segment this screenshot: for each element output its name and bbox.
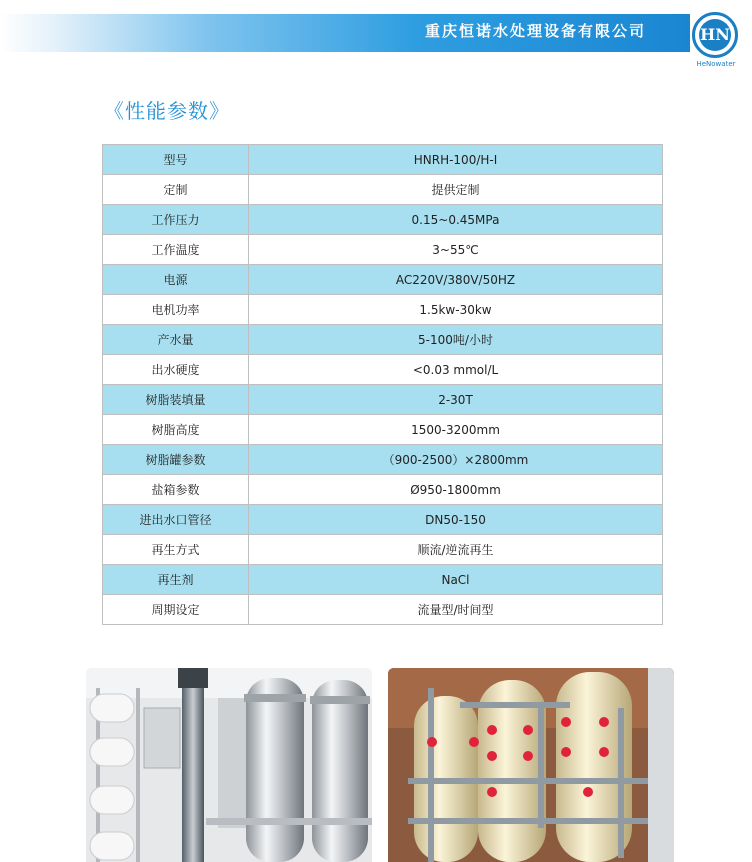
spec-value: HNRH-100/H-Ⅰ bbox=[249, 145, 663, 175]
spec-value: AC220V/380V/50HZ bbox=[249, 265, 663, 295]
company-logo bbox=[692, 12, 738, 58]
table-row bbox=[103, 475, 663, 505]
table-row bbox=[103, 205, 663, 235]
spec-value: 提供定制 bbox=[249, 175, 663, 205]
spec-value: 5-100吨/小时 bbox=[249, 325, 663, 355]
spec-key: 工作温度 bbox=[103, 235, 249, 265]
table-row bbox=[103, 385, 663, 415]
logo-mark: HN bbox=[699, 19, 731, 51]
spec-value: Ø950-1800mm bbox=[249, 475, 663, 505]
spec-key: 型号 bbox=[103, 145, 249, 175]
table-row bbox=[103, 295, 663, 325]
table-row bbox=[103, 355, 663, 385]
spec-key: 再生剂 bbox=[103, 565, 249, 595]
table-row bbox=[103, 415, 663, 445]
spec-key: 盐箱参数 bbox=[103, 475, 249, 505]
spec-value: 流量型/时间型 bbox=[249, 595, 663, 625]
table-row bbox=[103, 535, 663, 565]
spec-value: 2-30T bbox=[249, 385, 663, 415]
table-row bbox=[103, 325, 663, 355]
equipment-photo-filters bbox=[86, 668, 372, 862]
table-row bbox=[103, 505, 663, 535]
spec-table bbox=[102, 144, 663, 625]
spec-value: NaCl bbox=[249, 565, 663, 595]
spec-value: 1.5kw-30kw bbox=[249, 295, 663, 325]
spec-key: 工作压力 bbox=[103, 205, 249, 235]
table-row bbox=[103, 565, 663, 595]
spec-value: DN50-150 bbox=[249, 505, 663, 535]
equipment-photo-resin-tanks bbox=[388, 668, 674, 862]
table-row bbox=[103, 265, 663, 295]
spec-key: 进出水口管径 bbox=[103, 505, 249, 535]
table-row bbox=[103, 145, 663, 175]
table-row bbox=[103, 235, 663, 265]
spec-key: 定制 bbox=[103, 175, 249, 205]
spec-value: 0.15~0.45MPa bbox=[249, 205, 663, 235]
spec-key: 产水量 bbox=[103, 325, 249, 355]
spec-key: 树脂高度 bbox=[103, 415, 249, 445]
section-title: 《性能参数》 bbox=[104, 99, 230, 123]
spec-value: 1500-3200mm bbox=[249, 415, 663, 445]
spec-key: 出水硬度 bbox=[103, 355, 249, 385]
spec-value: <0.03 mmol/L bbox=[249, 355, 663, 385]
spec-key: 树脂罐参数 bbox=[103, 445, 249, 475]
company-name: 重庆恒诺水处理设备有限公司 bbox=[424, 22, 646, 40]
spec-value: 顺流/逆流再生 bbox=[249, 535, 663, 565]
spec-key: 树脂装填量 bbox=[103, 385, 249, 415]
spec-key: 电机功率 bbox=[103, 295, 249, 325]
logo-text: HeNowater bbox=[696, 60, 736, 68]
table-row bbox=[103, 445, 663, 475]
table-row bbox=[103, 175, 663, 205]
table-row bbox=[103, 595, 663, 625]
spec-key: 电源 bbox=[103, 265, 249, 295]
spec-key: 周期设定 bbox=[103, 595, 249, 625]
spec-value: 3~55℃ bbox=[249, 235, 663, 265]
spec-key: 再生方式 bbox=[103, 535, 249, 565]
spec-value: （900-2500）×2800mm bbox=[249, 445, 663, 475]
